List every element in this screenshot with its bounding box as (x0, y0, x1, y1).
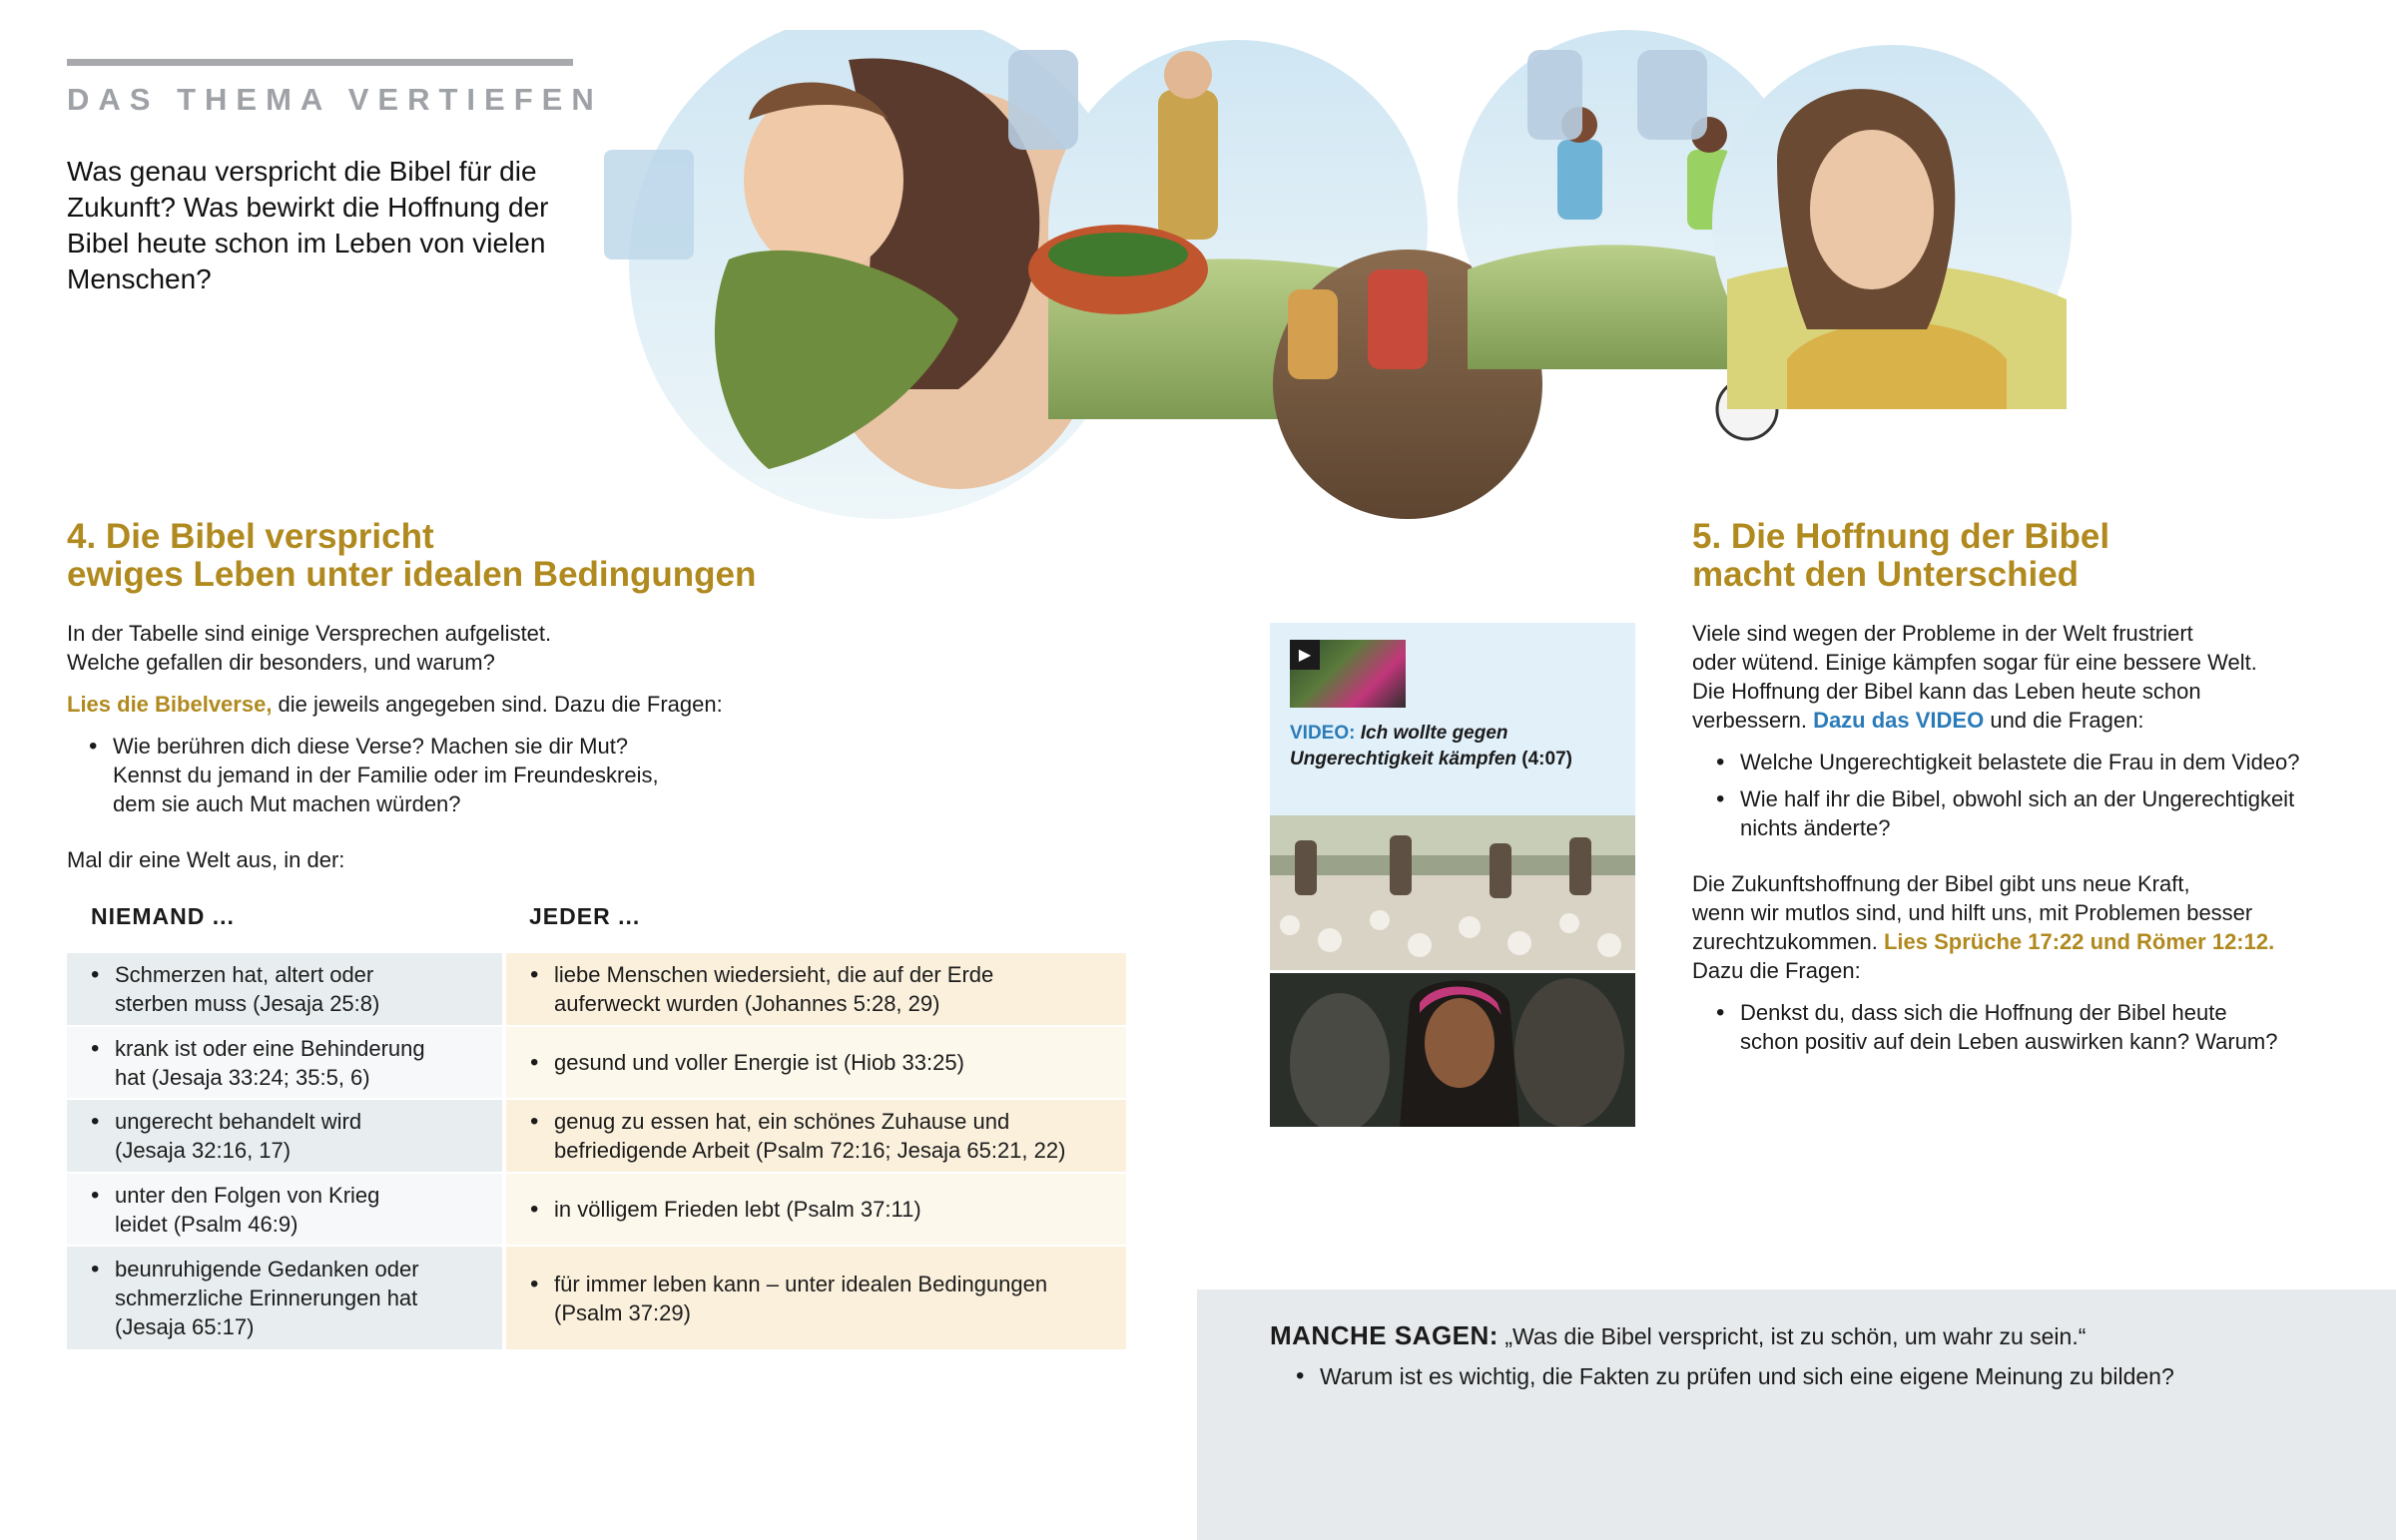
list-item: • Wie berühren dich diese Verse? Machen sie dir Mut? Kennst du jemand in der Familie oder im Freundeskreis, dem sie auch Mut machen würden? (89, 732, 1125, 818)
header-rule (67, 59, 573, 66)
hero-illustration (599, 30, 2216, 519)
manche-sagen-label: MANCHE SAGEN: (1270, 1320, 1498, 1350)
table-row: • unter den Folgen von Krieg leidet (Psalm 46:9) • in völligem Frieden lebt (Psalm 37:11) (67, 1174, 1126, 1245)
cotton-field-image (1270, 815, 1635, 970)
table-header-left: NIEMAND ... (91, 903, 235, 929)
table-row: • Schmerzen hat, altert oder sterben muss (Jesaja 25:8) • liebe Menschen wiedersieht, die auf der Erde auferweckt wurden (Johannes 5:28, 29) (67, 953, 1126, 1025)
section-kicker: DAS THEMA VERTIEFEN (67, 82, 603, 117)
section5-questions-2 (1716, 998, 2351, 1056)
list-item: • Warum ist es wichtig, die Fakten zu prüfen und sich eine eigene Meinung zu bilden? (1296, 1360, 2174, 1392)
read-proverbs-link[interactable]: Lies Sprüche 17:22 und Römer 12:12. (1883, 929, 2275, 954)
garden-scene (1008, 40, 1542, 519)
read-verses-link[interactable]: Lies die Bibelverse, (67, 692, 273, 717)
table-header-right: JEDER ... (529, 903, 641, 929)
section5-heading: 5. Die Hoffnung der Bibel macht den Unterschied (1692, 517, 2110, 594)
table-row: • beunruhigende Gedanken oder schmerzliche Erinnerungen hat (Jesaja 65:17) • für immer leben kann – unter idealen Bedingungen (Psalm 37:29) (67, 1247, 1126, 1349)
video-link[interactable]: Dazu das VIDEO (1813, 708, 1985, 733)
section4-paragraph: In der Tabelle sind einige Versprechen aufgelistet. Welche gefallen dir besonders, und warum? Lies die Bibelverse, die jeweils angegeben sind. Dazu die Fragen: • Wie berühren dich diese Verse? Machen sie dir Mut? Kennst du jemand in der Familie oder im Freundeskreis, dem sie auch Mut machen würden? Mal dir eine Welt aus, in der: (67, 619, 1125, 874)
table-row: • krank ist oder eine Behinderung hat (Jesaja 33:24; 35:5, 6) • gesund und voller Energie ist (Hiob 33:25) (67, 1027, 1126, 1098)
table-row: • ungerecht behandelt wird (Jesaja 32:16, 17) • genug zu essen hat, ein schönes Zuhause und befriedigende Arbeit (Psalm 72:16; Jesaja 65:21, 22) (67, 1100, 1126, 1172)
world-intro: Mal dir eine Welt aus, in der: (67, 847, 345, 872)
list-item: • Wie half ihr die Bibel, obwohl sich an der Ungerechtigkeit nichts änderte? (1716, 784, 2351, 842)
video-caption[interactable]: VIDEO: Ich wollte gegen Ungerechtigkeit kämpfen (4:07) (1290, 723, 1572, 770)
section5-paragraph: Viele sind wegen der Probleme in der Welt frustriert oder wütend. Einige kämpfen sogar für eine bessere Welt. Die Hoffnung der Bibel kann das Leben heute schon verbessern. Dazu das VIDEO und die Fragen: • Welche Ungerechtigkeit belastete die Frau in dem Video? • Wie half ihr die Bibel, obwohl sich an der Ungerechtigkeit nichts änderte? Die Zukunftshoffnung der Bibel gibt uns neue Kraft, wenn wir mutlos sind, und hilft uns, mit Problemen besser zurechtzukommen. Lies Sprüche 17:22 und Römer 12:12. Dazu die Fragen: • Denkst du, dass sich die Hoffnung der Bibel heute schon positiv auf dein Leben auswirken kann? Warum? (1692, 619, 2351, 1056)
section4-questions (89, 732, 1125, 818)
section4-heading: 4. Die Bibel verspricht ewiges Leben unter idealen Bedingungen (67, 517, 757, 594)
list-item: • Welche Ungerechtigkeit belastete die Frau in dem Video? (1716, 748, 2351, 776)
smiling-woman-image (1270, 973, 1635, 1127)
intro-question: Was genau verspricht die Bibel für die Zukunft? Was bewirkt die Hoffnung der Bibel heute schon im Leben von vielen Menschen? (67, 156, 549, 294)
manche-sagen: MANCHE SAGEN: „Was die Bibel verspricht, ist zu schön, um wahr zu sein.“ • Warum ist es wichtig, die Fakten zu prüfen und sich eine eigene Meinung zu bilden? (1270, 1319, 2174, 1392)
play-icon[interactable]: ▶ (1290, 640, 1320, 670)
section5-questions (1716, 748, 2351, 842)
list-item: • Denkst du, dass sich die Hoffnung der Bibel heute schon positiv auf dein Leben auswirken kann? Warum? (1716, 998, 2351, 1056)
